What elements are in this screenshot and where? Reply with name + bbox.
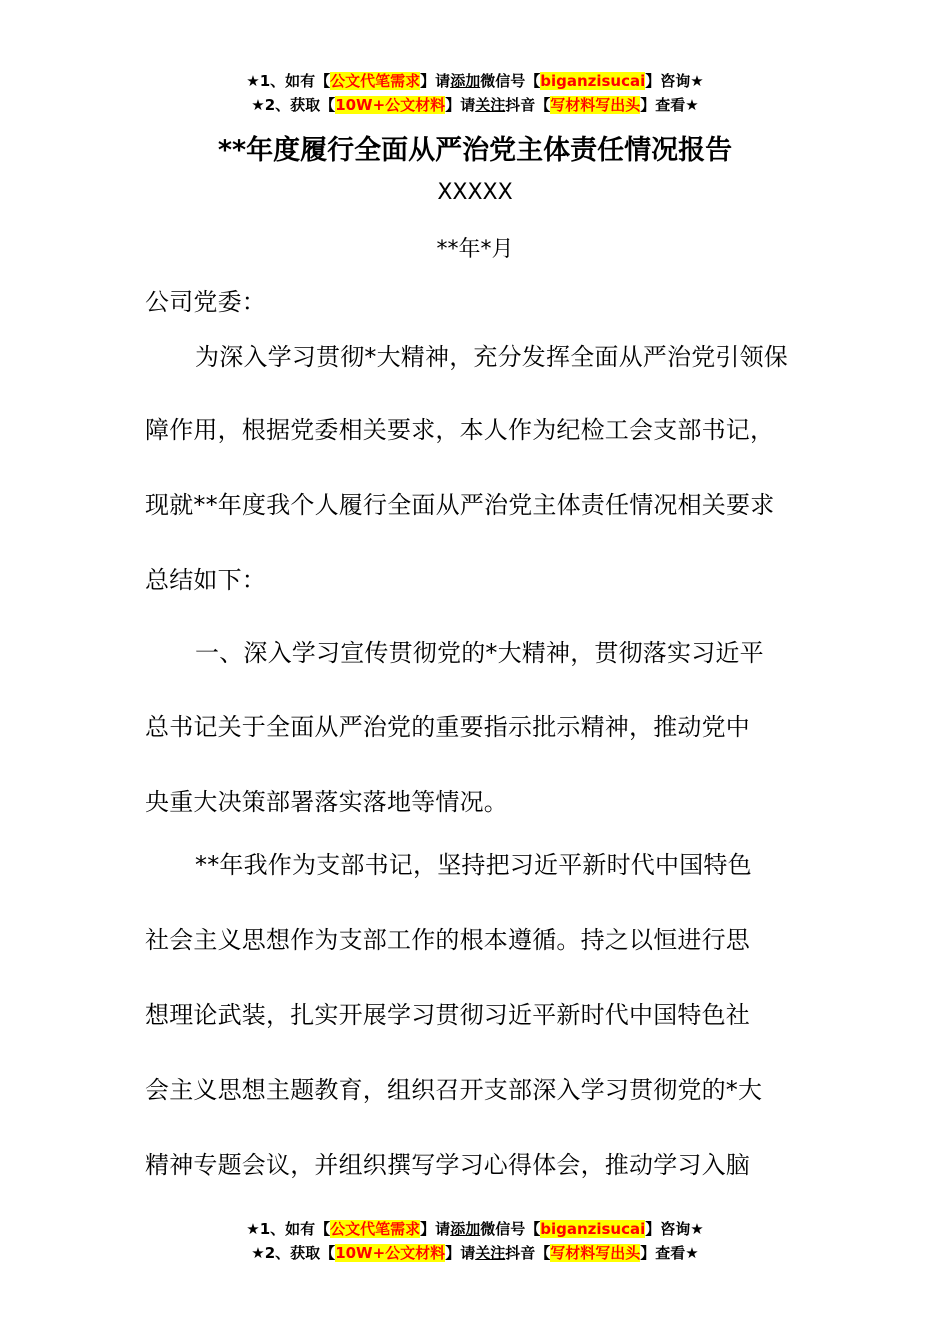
- promo-text: ★2、获取【: [251, 96, 336, 114]
- document-author: XXXXX: [437, 180, 513, 205]
- promo-highlight: 公文代笔需求: [330, 72, 421, 90]
- promo-line-2-bottom: [0, 1242, 950, 1264]
- promo-text: ★2、获取【: [251, 1244, 336, 1262]
- promo-text: 】咨询★: [645, 1220, 704, 1238]
- section-heading-line: 总书记关于全面从严治党的重要指示批示精神，推动党中: [145, 713, 750, 741]
- promo-line-1-top: [0, 70, 950, 92]
- promo-highlight: 公文代笔需求: [330, 1220, 421, 1238]
- document-title: **年度履行全面从严治党主体责任情况报告: [217, 135, 733, 166]
- body-line: 现就**年度我个人履行全面从严治党主体责任情况相关要求: [145, 491, 775, 519]
- promo-text: 微信号【: [480, 72, 541, 90]
- promo-highlight: biganzisucai: [540, 1220, 646, 1238]
- body-line: 社会主义思想作为支部工作的根本遵循。持之以恒进行思: [145, 926, 750, 954]
- promo-line-2-top: [0, 94, 950, 116]
- promo-highlight: 10W+公文材料: [335, 96, 446, 114]
- promo-text: 微信号【: [480, 1220, 541, 1238]
- body-line: 为深入学习贯彻*大精神，充分发挥全面从严治党引领保: [195, 343, 788, 371]
- promo-highlight: biganzisucai: [540, 72, 646, 90]
- salutation: 公司党委：: [145, 288, 266, 316]
- body-line: 障作用，根据党委相关要求，本人作为纪检工会支部书记，: [145, 416, 775, 444]
- promo-underlined: 添加: [450, 72, 481, 90]
- promo-text: 】请: [420, 72, 451, 90]
- body-line: 精神专题会议，并组织撰写学习心得体会，推动学习入脑: [145, 1151, 750, 1179]
- document-date: **年*月: [436, 237, 514, 262]
- promo-text: 抖音【: [505, 96, 551, 114]
- body-line: 想理论武装，扎实开展学习贯彻习近平新时代中国特色社: [145, 1001, 750, 1029]
- promo-highlight: 写材料写出头: [550, 1244, 641, 1262]
- promo-text: 】请: [445, 96, 476, 114]
- promo-underlined: 关注: [475, 1244, 506, 1262]
- body-line: 会主义思想主题教育，组织召开支部深入学习贯彻党的*大: [145, 1076, 763, 1104]
- promo-text: ★1、如有【: [246, 1220, 331, 1238]
- section-heading-line: 央重大决策部署落实落地等情况。: [145, 788, 508, 816]
- promo-text: 】请: [445, 1244, 476, 1262]
- promo-text: 】咨询★: [645, 72, 704, 90]
- promo-highlight: 10W+公文材料: [335, 1244, 446, 1262]
- promo-text: ★1、如有【: [246, 72, 331, 90]
- promo-underlined: 添加: [450, 1220, 481, 1238]
- body-line: 总结如下：: [145, 566, 266, 594]
- promo-text: 抖音【: [505, 1244, 551, 1262]
- promo-text: 】查看★: [640, 1244, 699, 1262]
- section-heading-line: 一、深入学习宣传贯彻党的*大精神，贯彻落实习近平: [195, 639, 764, 667]
- promo-underlined: 关注: [475, 96, 506, 114]
- body-line: **年我作为支部书记，坚持把习近平新时代中国特色: [195, 851, 752, 879]
- promo-highlight: 写材料写出头: [550, 96, 641, 114]
- promo-line-1-bottom: [0, 1218, 950, 1240]
- promo-text: 】请: [420, 1220, 451, 1238]
- promo-text: 】查看★: [640, 96, 699, 114]
